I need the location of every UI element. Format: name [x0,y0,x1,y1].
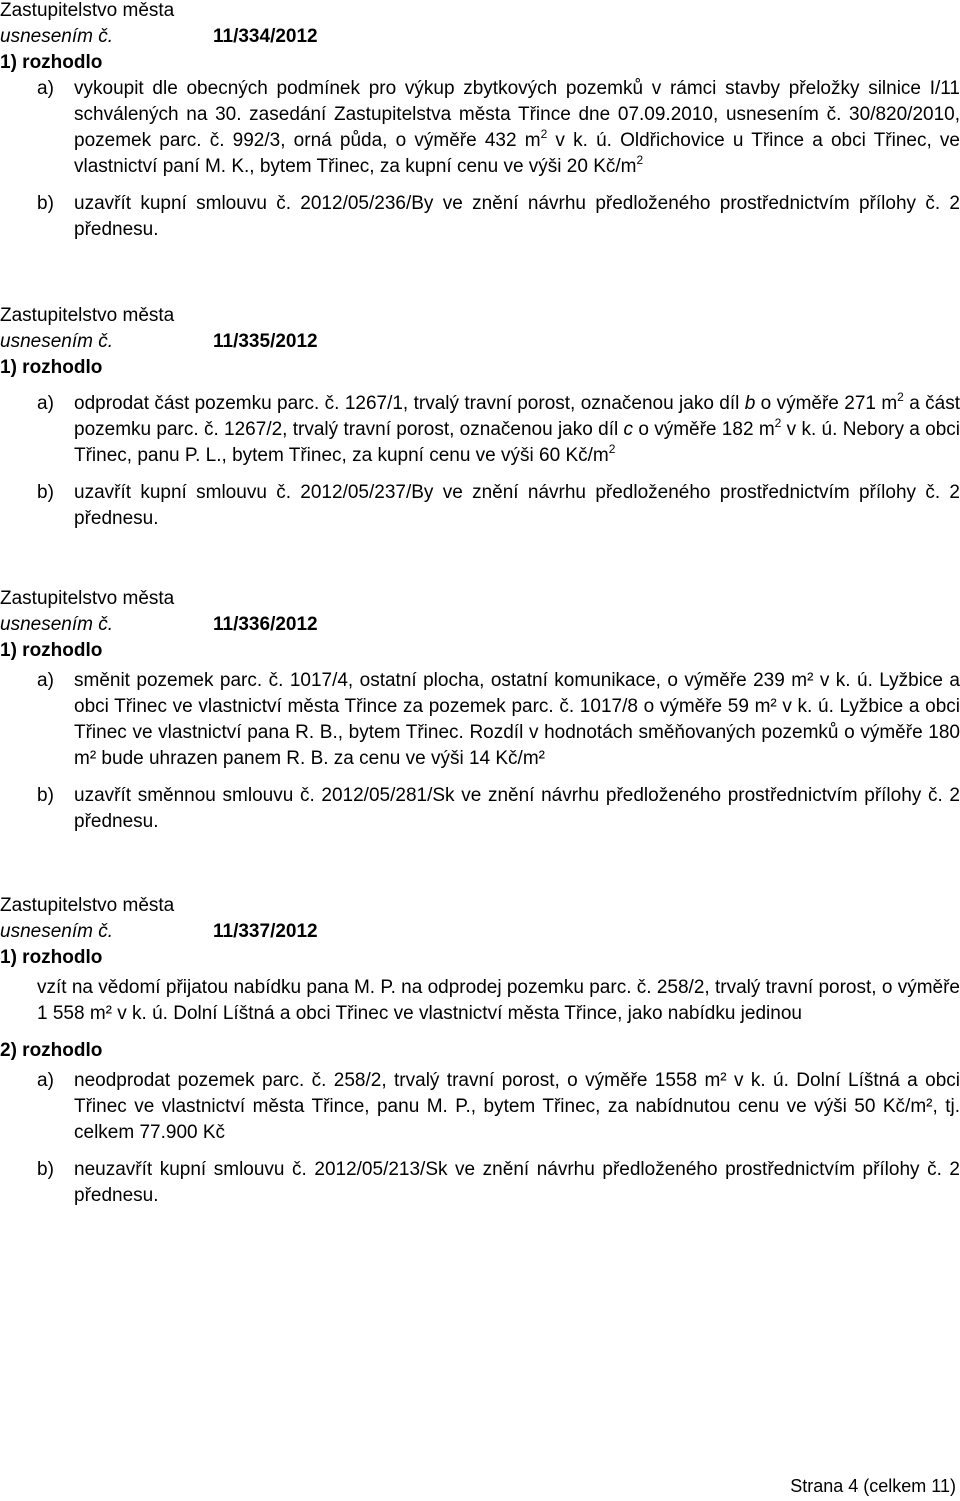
decision-title: 1) rozhodlo [0,357,103,378]
item-text: směnit pozemek parc. č. 1017/4, ostatní plocha, ostatní komunikace, o výměře 239 m² v k. ú. Lyžbice a obci Třinec ve vlastnictví města Třince za pozemek parc. č. 1017/8 o výměře 59 m² v k. ú. Lyžbice a obci Třinec ve vlastnictví pana R. B., bytem Třinec. Rozdíl v hodnotách směňovaných pozemků o výměře 180 m² bude uhrazen panem R. B. za cenu ve výši 14 Kč/m² [74,670,960,769]
item-text: uzavřít kupní smlouvu č. 2012/05/236/By ve znění návrhu předloženého prostřednictvím přílohy č. 2 přednesu. [74,193,960,240]
resolution-number-line [0,24,960,50]
page-footer: Strana 4 (celkem 11) [790,1476,956,1496]
resolution-label: usnesením č. [0,921,113,942]
resolution-heading: Zastupitelstvo města [0,0,175,21]
resolution-heading: Zastupitelstvo města [0,895,175,916]
resolution-block [0,586,960,835]
item-letter: a) [37,393,54,414]
decision-item [0,391,960,469]
resolution-label: usnesením č. [0,331,113,352]
resolution-label: usnesením č. [0,614,113,635]
resolution-number: 11/334/2012 [213,26,318,47]
item-letter: a) [37,78,54,99]
item-letter: b) [37,482,54,503]
item-letter: b) [37,193,54,214]
decision-item [0,191,960,243]
decision-item [0,668,960,772]
resolution-heading: Zastupitelstvo města [0,305,175,326]
decision-item [0,1157,960,1209]
resolution-block [0,893,960,1209]
item-text: neodprodat pozemek parc. č. 258/2, trvalý travní porost, o výměře 1558 m² v k. ú. Dolní Líštná a obci Třinec ve vlastnictví města Třince, panu M. P., bytem Třinec, za nabídnutou cenu ve výši 50 Kč/m², tj. celkem 77.900 Kč [74,1070,960,1143]
item-text: neuzavřít kupní smlouvu č. 2012/05/213/Sk ve znění návrhu předloženého prostřednictvím přílohy č. 2 přednesu. [74,1159,960,1206]
item-letter: b) [37,1159,54,1180]
decision-item [0,1068,960,1146]
item-letter: a) [37,670,54,691]
resolution-heading: Zastupitelstvo města [0,588,175,609]
decision-title: 1) rozhodlo [0,640,103,661]
decision-item [0,480,960,532]
resolution-number: 11/337/2012 [213,921,318,942]
resolution-number: 11/335/2012 [213,331,318,352]
decision-title: 1) rozhodlo [0,947,103,968]
item-letter: a) [37,1070,54,1091]
item-text: vykoupit dle obecných podmínek pro výkup zbytkových pozemků v rámci stavby přeložky silnice I/11 schválených na 30. zasedání Zastupitelstva města Třince dne 07.09.2010, usnesením č. 30/820/2010, pozemek parc. č. 992/3, orná půda, o výměře 432 $m^2$ v k. ú. Oldřichovice u Třince a obci Třinec, ve vlastnictví paní M. K., bytem Třinec, za kupní cenu ve výši 20 $Kč/m^2$ [74,78,960,177]
item-text: uzavřít směnnou smlouvu č. 2012/05/281/Sk ve znění návrhu předloženého prostřednictvím přílohy č. 2 přednesu. [74,785,960,832]
resolution-number-line [0,329,960,355]
decision-text: vzít na vědomí přijatou nabídku pana M. P. na odprodej pozemku parc. č. 258/2, trvalý travní porost, o výměře 1 558 m² v k. ú. Dolní Líštná a obci Třinec ve vlastnictví města Třince, jako nabídku jedinou [37,977,960,1024]
resolution-block [0,303,960,532]
resolution-number-line [0,612,960,638]
item-text: odprodat část pozemku parc. č. 1267/1, trvalý travní porost, označenou jako díl b o výměře 271 $m^2$ a část pozemku parc. č. 1267/2, trvalý travní porost, označenou jako díl c o výměře 182 $m^2$ v k. ú. Nebory a obci Třinec, panu P. L., bytem Třinec, za kupní cenu ve výši 60 $Kč/m^2$ [74,389,960,466]
resolution-label: usnesením č. [0,26,113,47]
resolution-block [0,0,960,243]
decision-title: 2) rozhodlo [0,1040,103,1061]
decision-item [0,783,960,835]
decision-title: 1) rozhodlo [0,52,103,73]
resolution-number-line [0,919,960,945]
resolution-number: 11/336/2012 [213,614,318,635]
decision-item [0,76,960,180]
item-text: uzavřít kupní smlouvu č. 2012/05/237/By ve znění návrhu předloženého prostřednictvím přílohy č. 2 přednesu. [74,482,960,529]
item-letter: b) [37,785,54,806]
